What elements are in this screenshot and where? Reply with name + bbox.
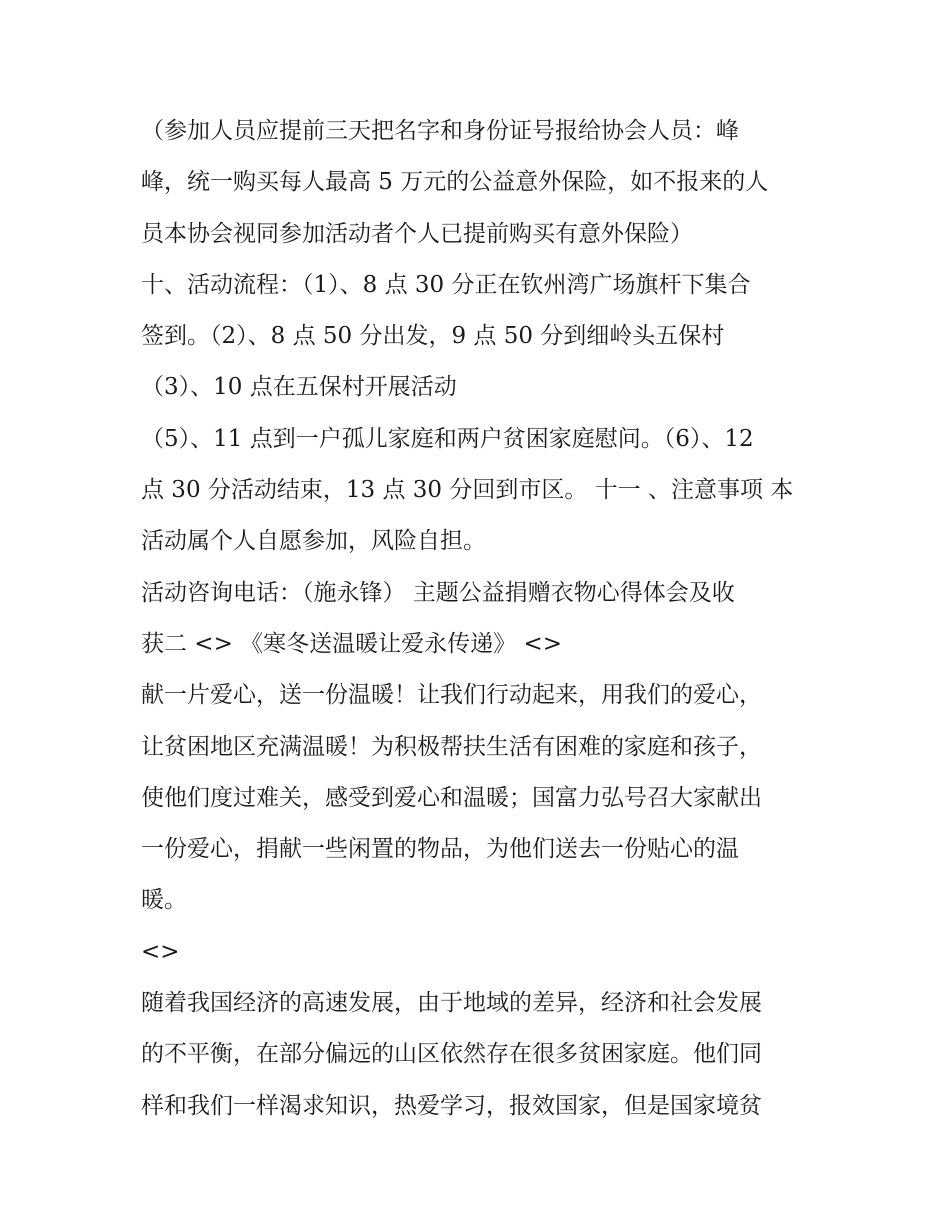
text-line: 随着我国经济的高速发展，由于地域的差异，经济和社会发展 — [141, 990, 762, 1017]
text-line: 员本协会视同参加活动者个人已提前购买有意外保险） — [141, 220, 693, 247]
text-line: 的不平衡，在部分偏远的山区依然存在很多贫困家庭。他们同 — [141, 1041, 762, 1068]
text-line: 签到。（2）、8 点 50 分出发，9 点 50 分到细岭头五保村 — [141, 323, 725, 350]
body-text — [141, 106, 821, 1132]
text-line: 十、活动流程：（1）、8 点 30 分正在钦州湾广场旗杆下集合 — [141, 271, 751, 298]
text-line: 让贫困地区充满温暖！为积极帮扶生活有困难的家庭和孩子， — [141, 733, 762, 760]
text-line: 献一片爱心，送一份温暖！让我们行动起来，用我们的爱心， — [141, 682, 762, 709]
text-line: 峰，统一购买每人最高 5 万元的公益意外保险，如不报来的人 — [141, 169, 769, 196]
text-line: 活动咨询电话：（施永锋） 主题公益捐赠衣物心得体会及收 — [141, 579, 735, 606]
text-line: 点 30 分活动结束，13 点 30 分回到市区。 十一 、注意事项 本 — [141, 477, 794, 504]
text-line: <> — [141, 938, 180, 965]
text-line: 获二 <> 《寒冬送温暖让爱永传递》 <> — [141, 630, 563, 657]
text-line: 样和我们一样渴求知识，热爱学习，报效国家，但是国家境贫 — [141, 1092, 762, 1119]
text-line: （参加人员应提前三天把名字和身份证号报给协会人员：峰 — [141, 118, 739, 144]
text-line: （5）、11 点到一户孤儿家庭和两户贫困家庭慰问。（6）、12 — [141, 425, 754, 452]
text-line: 一份爱心，捐献一些闲置的物品，为他们送去一份贴心的温 — [141, 836, 739, 863]
text-line: 暖。 — [141, 887, 187, 914]
text-line: （3）、10 点在五保村开展活动 — [141, 374, 457, 401]
text-line: 使他们度过难关，感受到爱心和温暖；国富力弘号召大家献出 — [141, 784, 762, 811]
text-line: 活动属个人自愿参加，风险自担。 — [141, 528, 486, 555]
